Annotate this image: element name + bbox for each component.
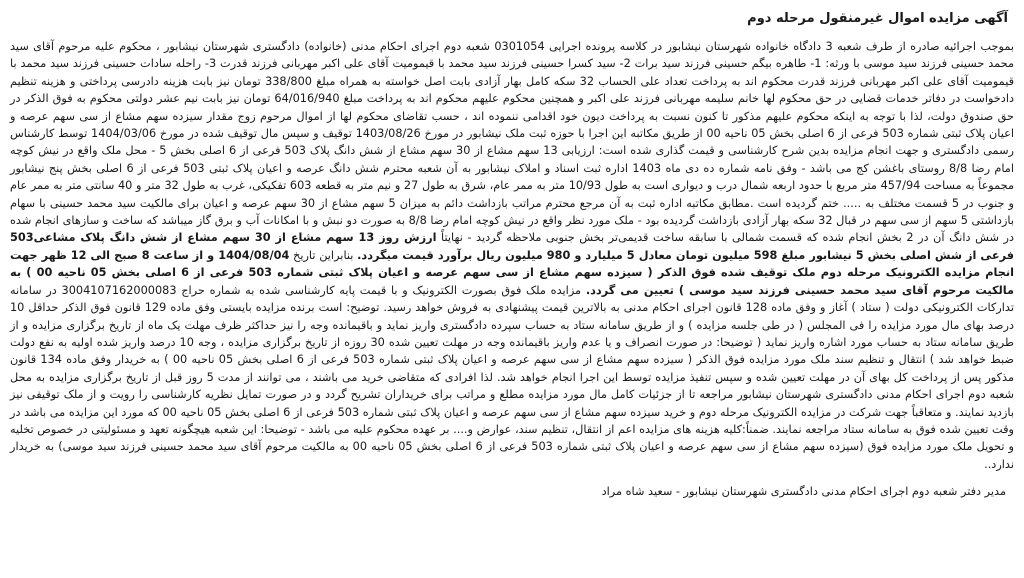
notice-body-part1: بموجب اجرائیه صادره از طرف شعبه 3 دادگاه خانواده شهرستان نیشابور در کلاسه پرونده اجرایی 0301054 شعبه دوم اجرای احکام مدنی (خانواده) دادگستری شهرستان نیشابور ، محکوم علیه مرحوم آقای سید محمد حسینی فرزند سید موسی با ورثه: 1- طاهره بیگم حسینی فرزند سید برات 2- سید کسرا حسینی فرزند سید محمد با قیمومیت آقای علی اکبر مهربانی فرزند قدرت 3- راحله سادات حسینی فرزند سید محمد با قیمومیت آقای علی اکبر مهربانی فرزند قدرت محکوم اند به پرداخت تعداد علی الحساب 32 سکه کامل بهار آزادی بابت اصل خواسته به همراه مبلغ 338/800 تومان نیز بابت هزینه دادرسی پرداختی و هزینه تنظیم دادخواست در دفاتر خدمات قضایی در حق محکوم لها خانم سلیمه مهربانی فرزند علی اکبر و همچنین محکوم علیهم محکوم اند به پرداخت مبلغ 64/016/940 تومان نیز بابت نیم عشر دولتی محکوم به فوق الذکر در حق صندوق دولت، لذا با توجه به اینکه محکوم علیهم مذکور تا کنون نسبت به پرداخت دیون خود اقدامی ننموده اند ، حسب تقاضای محکوم لها از اموال مرحوم زوج مقدار سیزده سهم مشاع از سی سهم عرصه و اعیان پلاک ثبتی شماره 503 فرعی از 6 اصلی بخش 05 ناحیه 00 از طریق مکاتبه این اجرا با حوزه ثبت ملک نیشابور در مورخ 1403/08/26 توقیف و سپس مال توقیف شده در مورخ 1404/03/06 توسط کارشناس رسمی دادگستری و جهت انجام مزایده بدین شرح کارشناسی و قیمت گذاری شده است: ارزیابی 13 سهم مشاع از 30 سهم مشاع از شش دانگ پلاک 503 فرعی از 6 اصلی بخش 5 - محل ملک واقع در نیش کوچه امام رضا 8/8 روستای باغشن کج می باشد - وفق نامه شماره ده دی ماه 1403 اداره ثبت اسناد و املاک نیشابور به آن شعبه محترم شش دانگ عرصه و اعیان پلاک ثبتی 503 فرعی از 6 اصلی بخش پنج نیشابور مجموعاً به مساحت 457/94 متر مربع با حدود اربعه شمال درب و دیواری است به طول 10/93 متر به ممر عام، شرق به طول 27 و نیم متر به قطعه 603 تفکیکی، غرب به طول 32 متر و 40 سانتی متر به ممر عام و جنوب در 5 قسمت مختلف به ..... ختم گردیده است .مطابق مکاتبه اداره ثبت به آن مرجع محترم مراتب بازداشت دائم به میزان 5 سهم مشاع از 30 سهم عرصه و اعیان برای مالکیت سید محمد حسینی با سهام بازداشتی 5 سهم از سی سهم در قبال 32 سکه بهار آزادی بازداشت گردیده بود - ملک مورد نظر واقع در نیش کوچه امام رضا 8/8 به صورت دو نبش و با امکانات آب و برق گاز میباشد که ساخت و سازهای انجام شده در شش دانگ آن در 2 بخش انجام شده که قسمت شمالی با سابقه ساخت قدیمی‌تر بخش جنوبی ملاحظه گردید - نهایتاً — [10, 40, 1015, 245]
notice-body-highlight: ارزش روز 13 سهم مشاع از 30 سهم مشاع از شش دانگ پلاک مشاعی503 فرعی از شش اصلی بخش 5 نیشابور مبلغ 598 میلیون تومان معادل 5 میلیارد و 980 میلیون ریال برآورد قیمت میگردد. — [10, 231, 1014, 262]
auction-notice — [8, 4, 1016, 574]
notice-body — [8, 38, 1016, 473]
notice-title: آگهی مزایده اموال غیرمنقول مرحله دوم — [747, 11, 1008, 26]
notice-signature: مدیر دفتر شعبه دوم اجرای احکام مدنی دادگستری شهرستان نیشابور - سعید شاه مراد — [601, 485, 1006, 499]
notice-body-part2: بنابراین تاریخ — [289, 248, 358, 262]
notice-body-highlight2: 1404/08/04 و از ساعت 8 صبح الی 12 ظهر جهت انجام مزایده الکترونیک مرحله دوم ملک توقیف شده فوق الذکر ( سیزده سهم مشاع از سی سهم عرصه و اعیان پلاک ثبتی شماره 503 فرعی از 6 اصلی بخش 05 ناحیه 00 ) به مالکیت مرحوم آقای سید محمد حسینی فرزند سید موسی ) تعیین می گردد. — [10, 248, 1014, 297]
notice-body-part3: مزایده ملک فوق بصورت الکترونیک و با قیمت پایه کارشناسی شده به شماره حراج 3004107162000083 در سامانه تدارکات الکترونیکی دولت ( ستاد ) آغاز و وفق ماده 128 قانون اجرای احکام مدنی به بالاترین قیمت پیشنهادی به فروش خواهد رسید. توضیح: است برنده مزایده بایستی وفق ماده 129 قانون فوق الذکر حداقل 10 درصد بهای مال مورد مزایده را فی المجلس ( در طی جلسه مزایده ) و از طریق سامانه ستاد به حساب سپرده دادگستری واریز نماید و باقیمانده وجه را نیز حداکثر ظرف مهلت یک ماه از تاریخ برگزاری مزایده و از طریق سامانه ستاد به حساب مورد اشاره واریز نماید ( توضیحا: در صورت انصراف و یا عدم واریز باقیمانده وجه در مهلت تعیین شده 30 روزه از تاریخ برگزاری مزایده ، وجه 10 درصد واریز شده اولیه به نفع دولت ضبط خواهد شد ) انتقال و تنظیم سند ملک مورد مزایده فوق الذکر ( سیزده سهم مشاع از سی سهم عرصه و اعیان پلاک ثبتی شماره 503 فرعی از 6 اصلی بخش 05 ناحیه 00 ) به خریدار وفق ماده 134 قانون مذکور پس از پرداخت کل بهای آن در مهلت تعیین شده و سپس تنفیذ مزایده توسط این اجرا انجام خواهد شد. لذا افرادی که متقاضی خرید می باشند ، می توانند از مدت 5 روز قبل از تاریخ برگزاری مزایده به محل شعبه دوم اجرای احکام مدنی دادگستری شهرستان نیشابور مراجعه تا از جزئیات کامل مال مورد مزایده مطلع و مراتب برای خریداران تشریح گردد و در صورت تمایل نظریه کارشناسی را رویت و از ملک توقیفی نیز بازدید نمایند. و متعاقباً جهت شرکت در مزایده الکترونیک مرحله دوم و خرید سیزده سهم مشاع از سی سهم عرصه و اعیان پلاک ثبتی شماره 503 فرعی از 6 اصلی بخش 05 ناحیه 00 که مورد این مزایده می باشد در وقت تعیین شده فوق به سامانه ستاد مراجعه نمایند. ضمناً:کلیه هزینه های مزایده اعم از انتقال، تنظیم سند، عوارض و.... بر عهده محکوم علیه می باشد - توضیحا: این شعبه هیچگونه تعهد و مسئولیتی در خصوص تخلیه و تحویل ملک مورد مزایده فوق (سیزده سهم مشاع از سی سهم عرصه و اعیان پلاک ثبتی شماره 503 فرعی از 6 اصلی بخش 05 ناحیه 00 به مالکیت مرحوم آقای سید محمد حسینی فرزند سید موسی) به خریدار ندارد.. — [10, 283, 1015, 471]
